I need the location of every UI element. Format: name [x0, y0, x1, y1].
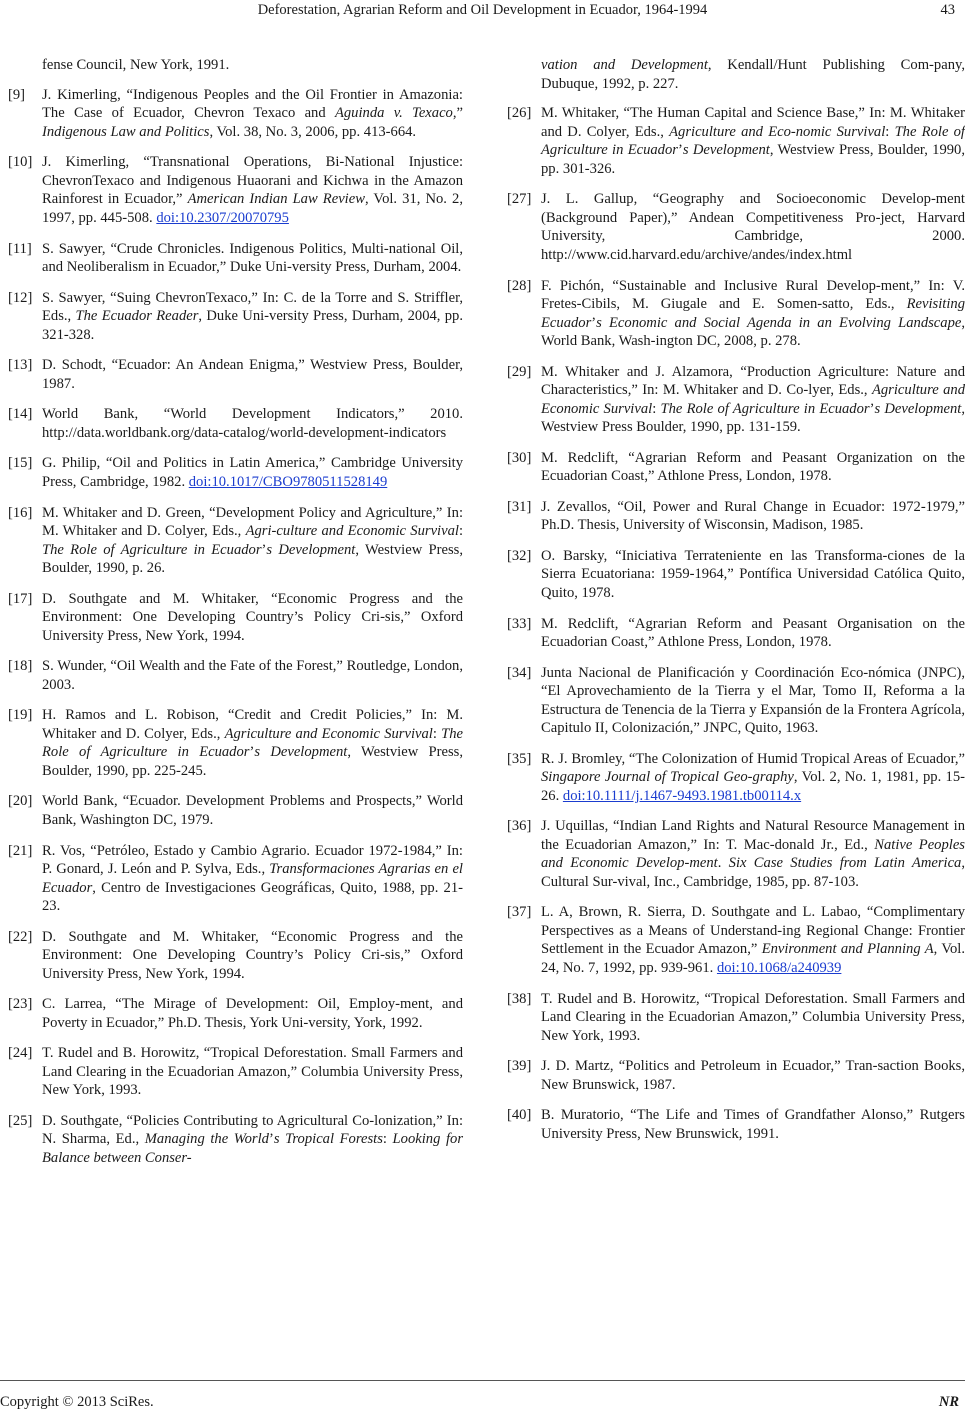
reference-text	[541, 449, 965, 486]
reference-text	[42, 706, 463, 780]
reference-number: [29]	[507, 363, 532, 380]
reference-entry	[507, 190, 965, 264]
reference-text-segment: M. Redclift, “Agrarian Reform and Peasant Organization on the Ecuadorian Coast,” Athlone Press, London, 1978.	[541, 449, 965, 485]
reference-text-segment: J. Kimerling, “Transnational Operations, Bi-National Injustice: ChevronTexaco and Indigenous Huaorani and Kichwa in the Amazon Rainforest in Ecuador,”	[42, 154, 463, 208]
reference-text	[541, 1057, 965, 1094]
reference-entry	[8, 706, 463, 780]
reference-entry	[507, 277, 965, 351]
reference-text-segment: C. Larrea, “The Mirage of Development: Oil, Employ-ment, and Poverty in Ecuador,” Ph.D. Thesis, York Uni-versity, York, 1992.	[42, 996, 463, 1031]
reference-text-segment: :	[382, 1131, 393, 1148]
reference-number: [39]	[507, 1058, 532, 1075]
reference-text-segment: :	[458, 523, 463, 540]
italic-title: s Development	[874, 400, 962, 417]
italic-title: The Role of Agriculture in Ecuador	[42, 725, 463, 761]
reference-continuation	[507, 56, 965, 93]
reference-text-segment: J. D. Martz, “Politics and Petroleum in Ecuador,” Tran-saction Books, New Brunswick, 1987.	[541, 1058, 965, 1093]
reference-text	[42, 356, 463, 393]
reference-text-segment: ’	[268, 1131, 274, 1148]
reference-entry	[507, 615, 965, 652]
reference-text-segment: S. Sawyer, “Crude Chronicles. Indigenous Politics, Multi-national Oil, and Neoliberalism in Ecuador,” Duke Uni-versity Press, Durham, 2004.	[42, 240, 463, 276]
italic-title: Environment and Planning A	[761, 941, 934, 958]
reference-text	[42, 590, 463, 646]
reference-entry	[507, 104, 965, 178]
reference-entry	[507, 903, 965, 977]
reference-text	[42, 1044, 463, 1100]
italic-title: Singapore Journal of Tropical Geo-graphy	[541, 769, 794, 786]
reference-text	[42, 842, 463, 916]
reference-number: [12]	[8, 289, 33, 306]
italic-title: s Development	[254, 744, 348, 761]
reference-text	[541, 104, 965, 178]
reference-text	[42, 504, 463, 578]
reference-number: [34]	[507, 664, 532, 681]
reference-entry	[8, 995, 463, 1032]
reference-text-segment: , Cultural Sur-vival, Inc., Cambridge, 1985, pp. 87-103.	[541, 855, 965, 890]
reference-entry	[507, 363, 965, 437]
doi-link[interactable]: doi:10.1017/CBO9780511528149	[188, 473, 388, 490]
reference-entry	[8, 1044, 463, 1100]
reference-text-segment: G. Philip, “Oil and Politics in Latin America,” Cambridge University Press, Cambridge, 1982.	[42, 455, 463, 490]
reference-text	[42, 995, 463, 1032]
reference-number: [14]	[8, 406, 33, 423]
doi-link[interactable]: doi:10.1068/a240939	[716, 959, 842, 976]
reference-entry	[8, 842, 463, 916]
reference-text-segment: , Westview Press, Boulder, 1990, pp. 301-326.	[541, 142, 965, 177]
reference-text	[541, 817, 965, 891]
reference-number: [38]	[507, 990, 532, 1007]
reference-text	[42, 56, 463, 75]
reference-number: [28]	[507, 277, 532, 294]
reference-text	[42, 240, 463, 277]
reference-entry	[507, 449, 965, 486]
reference-text-segment: Junta Nacional de Planificación y Coordinación Eco-nómica (JNPC), “El Aprovechamiento de la Tierra y el Mar, Tomo II, Reforma a la Estructura de Tenencia de la Tierra y Expansión de la Frontera Agrícola, Capitulo II, Colonización,” JNPC, Quito, 1963.	[541, 664, 965, 737]
reference-number: [23]	[8, 996, 33, 1013]
reference-text	[541, 615, 965, 652]
reference-text	[541, 903, 965, 977]
italic-title: Six Case Studies from Latin America	[728, 855, 962, 872]
reference-text	[541, 1106, 965, 1143]
italic-title: Looking for Balance between Conser-	[42, 1131, 464, 1166]
reference-text-segment: , Vol. 38, No. 3, 2006, pp. 413-664.	[209, 123, 417, 140]
reference-continuation	[8, 56, 463, 75]
reference-text-segment: H. Ramos and L. Robison, “Credit and Credit Policies,” In: M. Whitaker and D. Colyer, Eds.,	[42, 707, 463, 742]
reference-text	[541, 277, 965, 351]
reference-text-segment: J. L. Gallup, “Geography and Socioeconomic Develop-ment (Background Paper),” Andean Competitiveness Pro-ject, Harvard University, Cambridge, 2000. http://www.cid.harvard.edu/archive/andes/index.html	[541, 191, 965, 263]
italic-title: vation and Development	[541, 57, 708, 73]
reference-number: [27]	[507, 191, 532, 208]
reference-number: [16]	[8, 504, 33, 521]
reference-number: [18]	[8, 658, 33, 675]
italic-title: Revisiting Ecuador	[541, 296, 965, 331]
reference-number: [15]	[8, 455, 33, 472]
italic-title: American Indian Law Review	[187, 191, 365, 208]
reference-text-segment: J. Uquillas, “Indian Land Rights and Natural Resource Management in the Ecuadorian Amazon,” In: T. Mac-donald Jr., Ed.,	[541, 818, 965, 853]
reference-text	[42, 86, 463, 142]
reference-entry	[8, 928, 463, 984]
reference-number: [22]	[8, 928, 33, 945]
reference-entry	[8, 240, 463, 277]
reference-text-segment: M. Redclift, “Agrarian Reform and Peasant Organisation on the Ecuadorian Coast,” Athlone Press, London, 1978.	[541, 615, 965, 651]
reference-number: [17]	[8, 590, 33, 607]
reference-text	[42, 657, 463, 694]
reference-number: [9]	[8, 86, 26, 103]
reference-text-segment: D. Southgate and M. Whitaker, “Economic Progress and the Environment: One Developing Country’s Policy Cri-sis,” Oxford University Press, New York, 1994.	[42, 928, 463, 982]
reference-entry	[507, 750, 965, 806]
reference-text-segment: World Bank, “World Development Indicators,” 2010. http://data.worldbank.org/data-catalog/world-development-indicators	[42, 406, 463, 441]
reference-entry	[8, 657, 463, 694]
reference-entry	[507, 498, 965, 535]
reference-text	[541, 664, 965, 738]
reference-entry	[8, 153, 463, 227]
footer-divider	[0, 1380, 965, 1381]
reference-number: [13]	[8, 357, 33, 374]
reference-number: [37]	[507, 904, 532, 921]
reference-entry	[8, 504, 463, 578]
reference-text	[42, 1112, 463, 1168]
copyright-notice: Copyright © 2013 SciRes.	[0, 1394, 154, 1410]
reference-text	[541, 56, 965, 93]
reference-text-segment: O. Barsky, “Iniciativa Terrateniente en las Transforma-ciones de la Sierra Ecuatoriana: 1959-1964,” Pontífica Universidad Católica Quito, Quito, 1978.	[541, 547, 965, 601]
reference-text-segment: :	[885, 123, 895, 140]
reference-text-segment: T. Rudel and B. Horowitz, “Tropical Deforestation. Small Farmers and Land Clearing in the Ecuadorian Amazon,” Columbia University Press, New York, 1993.	[541, 990, 965, 1044]
reference-text-segment: S. Sawyer, “Suing ChevronTexaco,” In: C. de la Torre and S. Striffler, Eds.,	[42, 289, 463, 325]
reference-entry	[507, 1057, 965, 1094]
italic-title: Managing the World	[144, 1131, 269, 1148]
reference-text-segment: ’	[591, 314, 597, 331]
reference-text-segment: :	[432, 725, 442, 742]
reference-text	[42, 405, 463, 442]
reference-entry	[507, 990, 965, 1046]
reference-number: [35]	[507, 750, 532, 767]
reference-text-segment: D. Southgate and M. Whitaker, “Economic Progress and the Environment: One Developing Country’s Policy Cri-sis,” Oxford University Press, New York, 1994.	[42, 590, 463, 644]
reference-column-left	[8, 56, 463, 1179]
reference-number: [32]	[507, 547, 532, 564]
reference-text-segment: T. Rudel and B. Horowitz, “Tropical Deforestation. Small Farmers and Land Clearing in the Ecuadorian Amazon,” Columbia University Press, New York, 1993.	[42, 1045, 463, 1099]
reference-text-segment: , Westview Press, Boulder, 1990, pp. 225-245.	[42, 744, 464, 779]
italic-title: Indigenous Law and Politics	[42, 123, 210, 140]
page-footer	[0, 1380, 965, 1410]
reference-text-segment: D. Schodt, “Ecuador: An Andean Enigma,” Westview Press, Boulder, 1987.	[42, 357, 463, 392]
reference-text-segment: ’	[261, 541, 267, 558]
reference-text-segment: B. Muratorio, “The Life and Times of Grandfather Alonso,” Rutgers University Press, New Brunswick, 1991.	[541, 1107, 965, 1142]
reference-entry	[8, 86, 463, 142]
reference-entry	[507, 817, 965, 891]
italic-title: Agriculture and Eco-nomic Survival	[669, 123, 886, 140]
reference-text-segment: J. Kimerling, “Indigenous Peoples and the Oil Frontier in Amazonia: The Case of Ecuador, Chevron Texaco and	[42, 86, 463, 122]
reference-entry	[8, 405, 463, 442]
reference-text-segment: , Kendall/Hunt Publishing Com-pany, Dubuque, 1992, p. 227.	[541, 57, 965, 92]
reference-number: [31]	[507, 498, 532, 515]
reference-number: [21]	[8, 842, 33, 859]
reference-text	[42, 928, 463, 984]
italic-title: The Role of Agriculture in Ecuador	[541, 123, 965, 159]
reference-column-right	[507, 56, 965, 1155]
reference-number: [36]	[507, 818, 532, 835]
reference-text-segment: M. Whitaker, “The Human Capital and Science Base,” In: M. Whitaker and D. Colyer, Eds.,	[541, 105, 965, 140]
page-header	[0, 0, 965, 30]
reference-number: [40]	[507, 1107, 532, 1124]
reference-text	[541, 363, 965, 437]
reference-text-segment: J. Zevallos, “Oil, Power and Rural Change in Ecuador: 1972-1979,” Ph.D. Thesis, University of Wisconsin, Madison, 1985.	[541, 498, 965, 534]
doi-link[interactable]: doi:10.1111/j.1467-9493.1981.tb00114.x	[562, 787, 802, 804]
reference-text	[541, 547, 965, 603]
reference-number: [30]	[507, 449, 532, 466]
reference-text-segment: R. J. Bromley, “The Colonization of Humid Tropical Areas of Ecuador,”	[541, 750, 965, 767]
reference-number: [26]	[507, 105, 532, 122]
reference-text	[42, 454, 463, 491]
reference-text	[541, 498, 965, 535]
reference-number: [24]	[8, 1045, 33, 1062]
reference-text-segment: , Centro de Investigaciones Geográficas, Quito, 1988, pp. 21-23.	[42, 879, 463, 915]
reference-entry	[507, 664, 965, 738]
reference-text-segment: ’	[677, 142, 683, 159]
italic-title: The Role of Agriculture in Ecuador	[660, 400, 870, 417]
italic-title: s Tropical Forests	[273, 1131, 383, 1148]
reference-text-segment: M. Whitaker and D. Green, “Development Policy and Agriculture,” In: M. Whitaker and D. Colyer, Eds.,	[42, 504, 463, 540]
reference-entry	[507, 1106, 965, 1143]
reference-text-segment: World Bank, “Ecuador. Development Problems and Prospects,” World Bank, Washington DC, 1979.	[42, 793, 463, 828]
italic-title: Transformaciones Agrarias en el Ecuador	[42, 861, 463, 896]
italic-title: The Ecuador Reader	[75, 308, 199, 325]
reference-entry	[8, 356, 463, 393]
reference-entry	[8, 792, 463, 829]
reference-number: [20]	[8, 793, 33, 810]
italic-title: Agriculture and Economic Survival	[224, 725, 433, 742]
doi-link[interactable]: doi:10.2307/20070795	[156, 209, 289, 226]
reference-text-segment: , Vol. 31, No. 2, 1997, pp. 445-508.	[42, 191, 463, 226]
reference-entry	[8, 1112, 463, 1168]
reference-text-segment: , Westview Press Boulder, 1990, pp. 131-159.	[541, 400, 965, 436]
reference-text	[42, 792, 463, 829]
reference-text-segment: ’	[869, 400, 875, 417]
italic-title: s Development	[682, 142, 770, 159]
reference-number: [25]	[8, 1112, 33, 1129]
italic-title: s Economic and Social Agenda in an Evolving Landscape	[596, 314, 962, 331]
reference-text	[42, 289, 463, 345]
reference-text-segment: M. Whitaker and J. Alzamora, “Production Agriculture: Nature and Characteristics,” In: M. Whitaker and D. Co-lyer, Eds.,	[541, 363, 965, 399]
reference-entry	[8, 289, 463, 345]
reference-text-segment: R. Vos, “Petróleo, Estado y Cambio Agrario. Ecuador 1972-1984,” In: P. Gonard, J. León and P. Sylva, Eds.,	[42, 842, 463, 878]
reference-text	[541, 750, 965, 806]
italic-title: s Development	[266, 541, 356, 558]
italic-title: Native Peoples and Economic Develop-ment	[541, 836, 965, 872]
reference-text	[541, 190, 965, 264]
reference-text-segment: ’	[249, 744, 255, 761]
reference-entry	[8, 590, 463, 646]
reference-text-segment: ,”	[452, 105, 463, 122]
reference-number: [10]	[8, 154, 33, 171]
reference-entry	[507, 547, 965, 603]
reference-text-segment: , Vol. 2, No. 1, 1981, pp. 15-26.	[541, 769, 965, 804]
reference-text-segment: fense Council, New York, 1991.	[42, 57, 230, 73]
reference-text-segment: , World Bank, Wash-ington DC, 2008, p. 278.	[541, 314, 965, 350]
reference-text-segment: S. Wunder, “Oil Wealth and the Fate of the Forest,” Routledge, London, 2003.	[42, 658, 463, 693]
reference-text-segment: , Vol. 24, No. 7, 1992, pp. 939-961.	[541, 941, 965, 976]
reference-text	[42, 153, 463, 227]
reference-text-segment: :	[652, 400, 661, 417]
running-title: Deforestation, Agrarian Reform and Oil Development in Ecuador, 1964-1994	[257, 2, 708, 18]
journal-abbreviation: NR	[938, 1394, 959, 1410]
reference-text-segment: F. Pichón, “Sustainable and Inclusive Rural Develop-ment,” In: V. Fretes-Cibils, M. Giugale and E. Somen-satto, Eds.,	[541, 277, 965, 313]
italic-title: Aguinda v. Texaco	[334, 105, 453, 122]
reference-number: [33]	[507, 615, 532, 632]
reference-text-segment: , Duke Uni-versity Press, Durham, 2004, pp. 321-328.	[42, 308, 463, 343]
reference-text-segment: L. A, Brown, R. Sierra, D. Southgate and L. Labao, “Complimentary Perspectives as a Means of Understand-ing Regional Change: Frontier Settlement in the Ecuador Amazon,”	[541, 904, 965, 958]
reference-text	[541, 990, 965, 1046]
italic-title: Agriculture and Economic Survival	[541, 382, 965, 417]
italic-title: The Role of Agriculture in Ecuador	[42, 541, 262, 558]
reference-number: [11]	[8, 240, 32, 257]
reference-text-segment: D. Southgate, “Policies Contributing to Agricultural Co-lonization,” In: N. Sharma, Ed.,	[42, 1112, 463, 1148]
reference-number: [19]	[8, 707, 33, 724]
reference-text-segment: .	[717, 855, 729, 872]
reference-text-segment: , Westview Press, Boulder, 1990, p. 26.	[42, 541, 463, 577]
page-number: 43	[940, 2, 955, 18]
reference-entry	[8, 454, 463, 491]
italic-title: Agri-culture and Economic Survival	[245, 523, 459, 540]
